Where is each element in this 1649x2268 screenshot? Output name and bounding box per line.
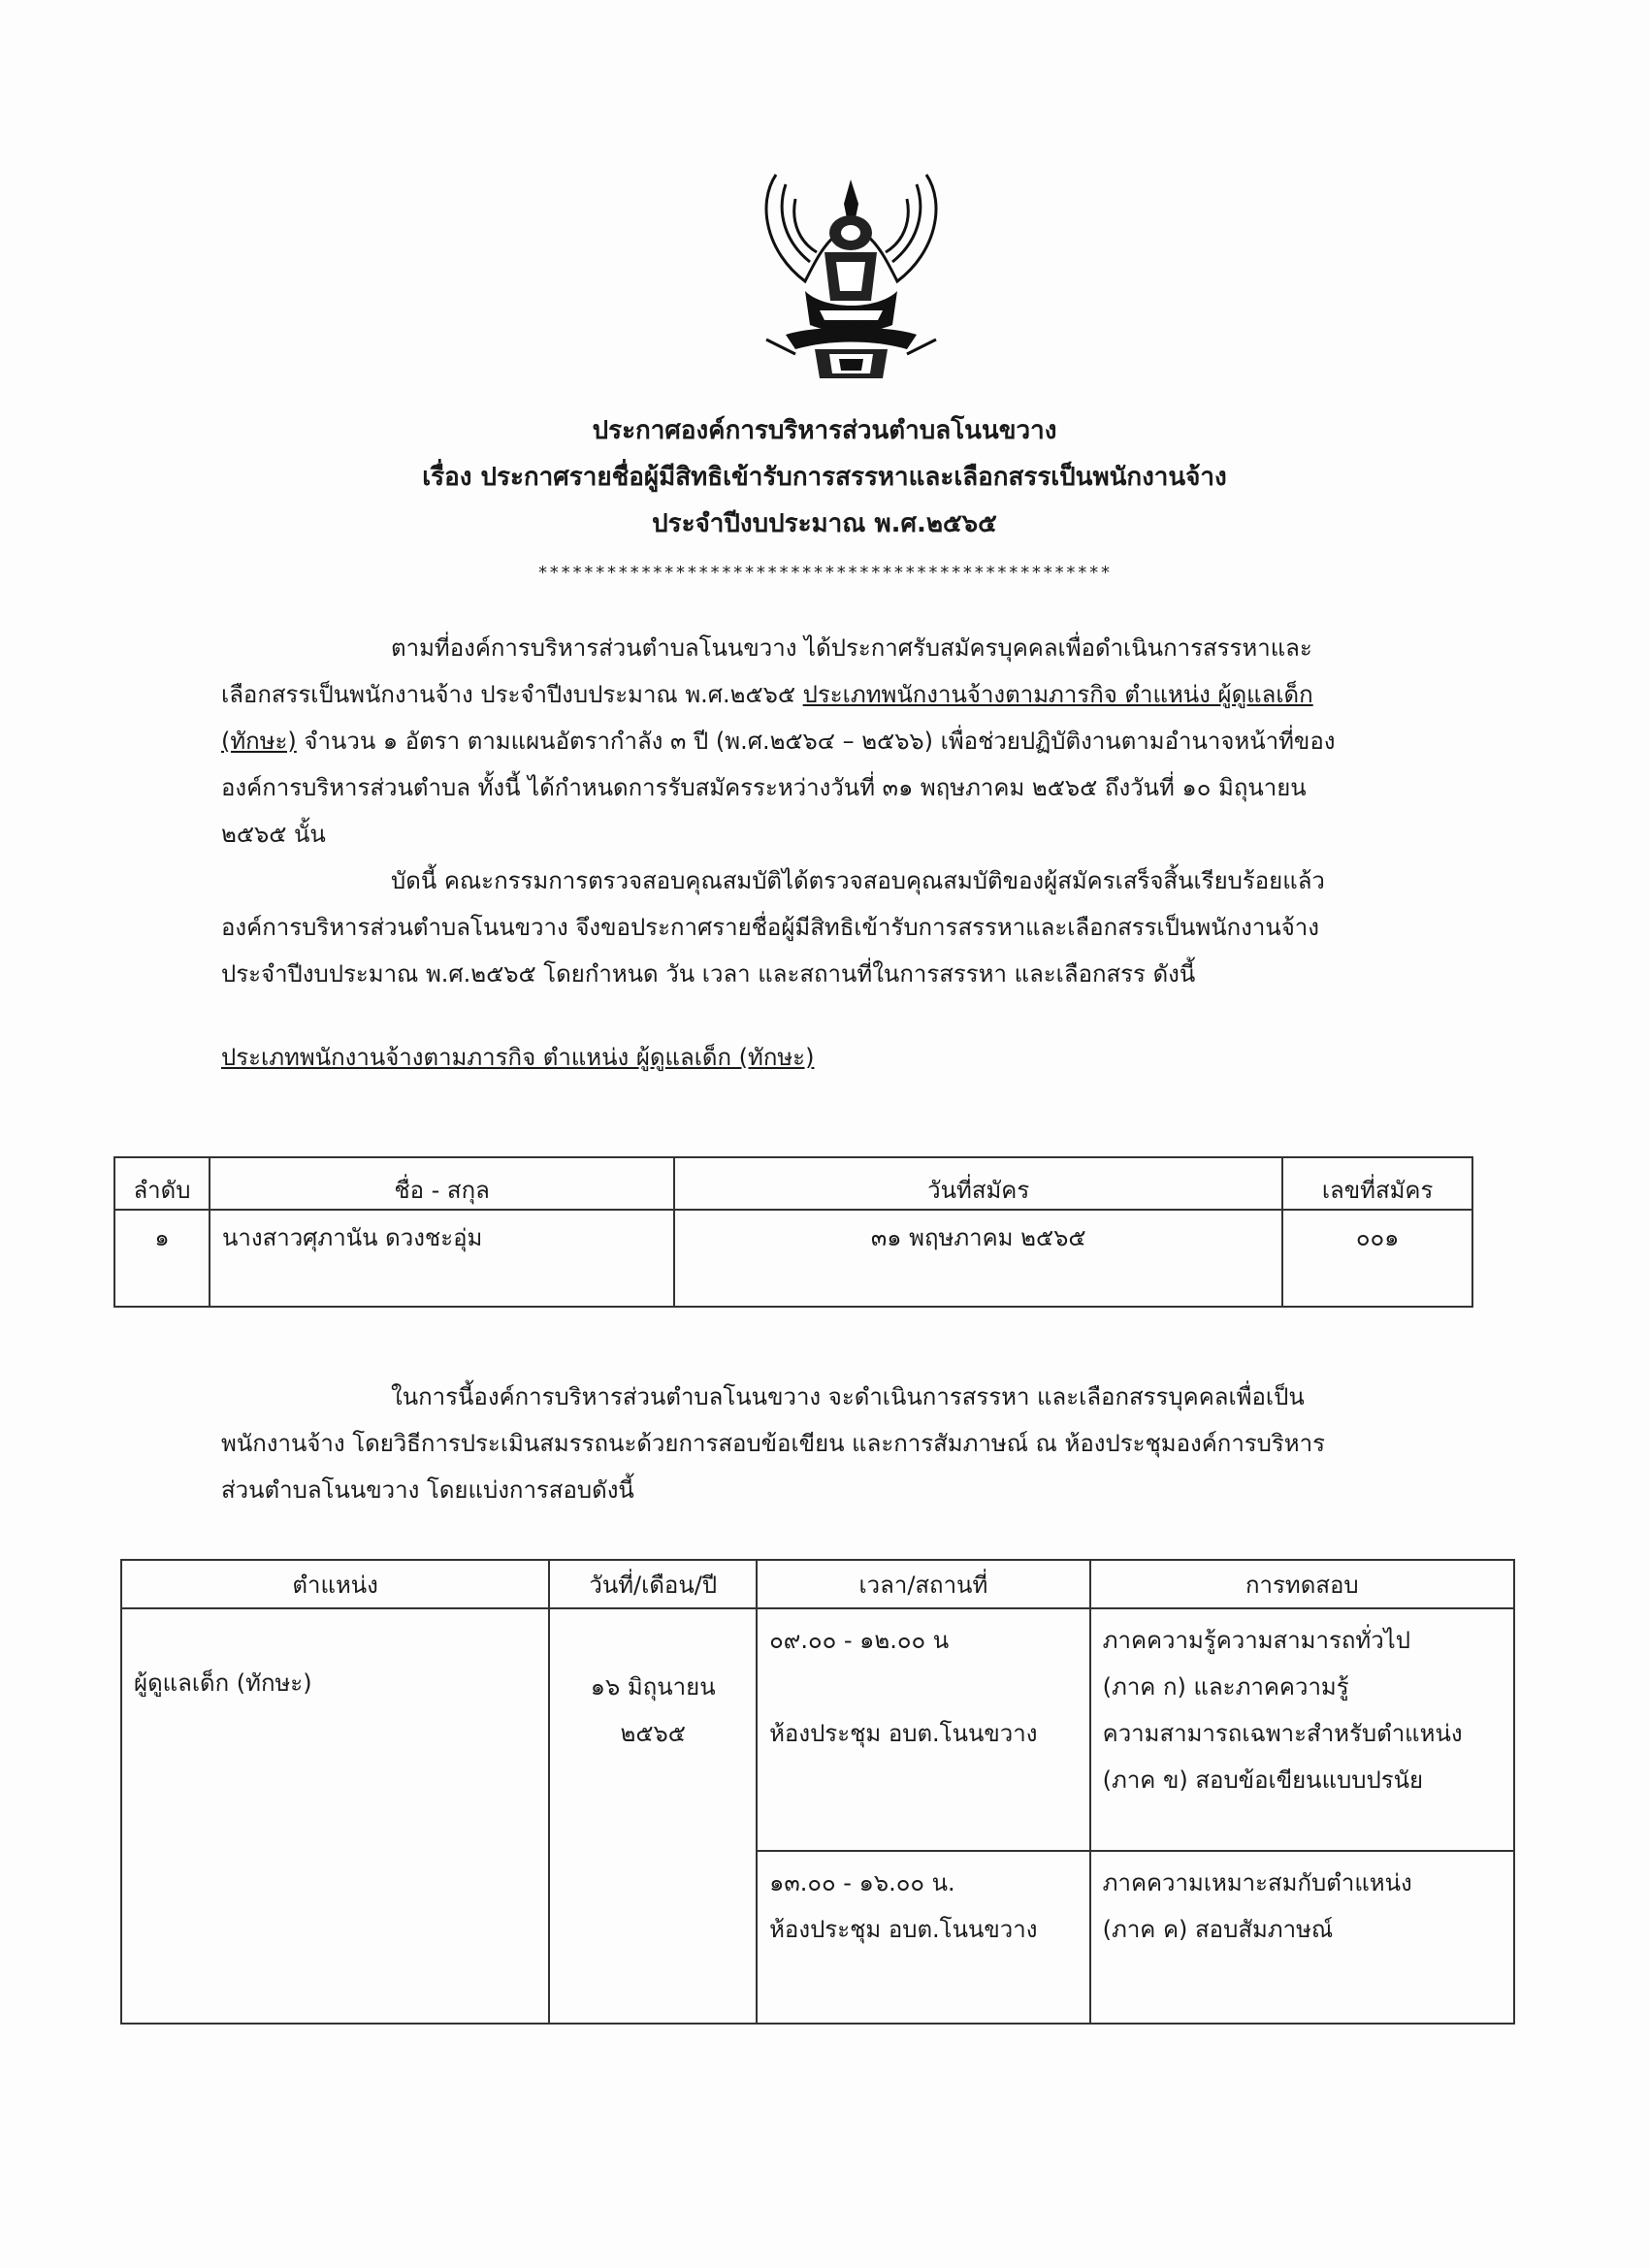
session2-test-line2: (ภาค ค) สอบสัมภาษณ์: [1102, 1916, 1334, 1943]
paragraph-announcement-line2: องค์การบริหารส่วนตำบลโนนขวาง จึงขอประกาศรายชื่อผู้มีสิทธิเข้ารับการสรรหาและเลือกสรรเป็นพนักงานจ้าง: [221, 914, 1319, 941]
applicants-table: [113, 1156, 1473, 1308]
section-heading: ประเภทพนักงานจ้างตามภารกิจ ตำแหน่ง ผู้ดูแลเด็ก (ทักษะ): [221, 1044, 815, 1071]
cell-session1-time-place: [757, 1608, 1090, 1851]
paragraph-announcement-line1: บัดนี้ คณะกรรมการตรวจสอบคุณสมบัติได้ตรวจสอบคุณสมบัติของผู้สมัครเสร็จสิ้นเรียบร้อยแล้ว: [391, 867, 1325, 894]
header-test: การทดสอบ: [1090, 1560, 1514, 1608]
session2-place: ห้องประชุม อบต.โนนขวาง: [769, 1916, 1038, 1943]
session2-test-line1: ภาคความเหมาะสมกับตำแหน่ง: [1102, 1869, 1412, 1896]
session1-test-line4: (ภาค ข) สอบข้อเขียนแบบปรนัย: [1102, 1766, 1424, 1794]
paragraph-intro-line4: องค์การบริหารส่วนตำบล ทั้งนี้ ได้กำหนดการรับสมัครระหว่างวันที่ ๓๑ พฤษภาคม ๒๕๖๕ ถึงวันที่ ๑๐ มิถุนายน: [221, 774, 1307, 801]
cell-exam-date: [549, 1608, 757, 2024]
session1-test-line3: ความสามารถเฉพาะสำหรับตำแหน่ง: [1102, 1720, 1463, 1747]
session1-test-line2: (ภาค ก) และภาคความรู้: [1102, 1673, 1349, 1701]
paragraph-exam-line2: พนักงานจ้าง โดยวิธีการประเมินสมรรถนะด้วยการสอบข้อเขียน และการสัมภาษณ์ ณ ห้องประชุมองค์การบริหาร: [221, 1430, 1325, 1457]
cell-session2-time-place: [757, 1851, 1090, 2024]
announcement-fiscal-year: ประจำปีงบประมาณ พ.ศ.๒๕๖๕: [652, 509, 997, 538]
exam-schedule-table: [120, 1559, 1515, 2025]
cell-position: ผู้ดูแลเด็ก (ทักษะ): [121, 1608, 549, 2024]
paragraph-intro: [221, 625, 1492, 858]
table-header-row: [114, 1157, 1472, 1210]
position-type-underlined: ประเภทพนักงานจ้างตามภารกิจ ตำแหน่ง ผู้ดูแลเด็ก: [802, 681, 1313, 708]
cell-session1-test: [1090, 1608, 1514, 1851]
paragraph-intro-line3b: จำนวน ๑ อัตรา ตามแผนอัตรากำลัง ๓ ปี (พ.ศ.๒๕๖๔ – ๒๕๖๖) เพื่อช่วยปฏิบัติงานตามอำนาจหน้าที่ของ: [296, 728, 1336, 755]
cell-order: ๑: [114, 1210, 210, 1307]
header-order: ลำดับ: [114, 1157, 210, 1210]
paragraph-announcement-line3: ประจำปีงบประมาณ พ.ศ.๒๕๖๕ โดยกำหนด วัน เวลา และสถานที่ในการสรรหา และเลือกสรร ดังนี้: [221, 960, 1196, 988]
session1-time: ๐๙.๐๐ - ๑๒.๐๐ น: [769, 1627, 950, 1654]
header-time-place: เวลา/สถานที่: [757, 1560, 1090, 1608]
exam-header-row: [121, 1560, 1514, 1608]
cell-apply-date: ๓๑ พฤษภาคม ๒๕๖๕: [674, 1210, 1282, 1307]
paragraph-exam-method: [221, 1374, 1492, 1513]
garuda-emblem-icon: [747, 165, 955, 383]
cell-name: นางสาวศุภานัน ดวงชะอุ่ม: [210, 1210, 674, 1307]
position-skill-underlined: (ทักษะ): [221, 728, 297, 755]
header-date: วันที่/เดือน/ปี: [549, 1560, 757, 1608]
announcement-subject: เรื่อง ประกาศรายชื่อผู้มีสิทธิเข้ารับการสรรหาและเลือกสรรเป็นพนักงานจ้าง: [422, 463, 1227, 492]
session2-time: ๑๓.๐๐ - ๑๖.๐๐ น.: [769, 1869, 955, 1896]
header-position: ตำแหน่ง: [121, 1560, 549, 1608]
announcement-title: ประกาศองค์การบริหารส่วนตำบลโนนขวาง: [592, 416, 1057, 445]
cell-apply-number: ๐๐๑: [1282, 1210, 1472, 1307]
session1-place: ห้องประชุม อบต.โนนขวาง: [769, 1720, 1038, 1747]
exam-date-line2: ๒๕๖๕: [620, 1720, 686, 1747]
paragraph-intro-line5: ๒๕๖๕ นั้น: [221, 821, 326, 848]
header-apply-date: วันที่สมัคร: [674, 1157, 1282, 1210]
paragraph-intro-line1: ตามที่องค์การบริหารส่วนตำบลโนนขวาง ได้ประกาศรับสมัครบุคคลเพื่อดำเนินการสรรหาและ: [391, 634, 1312, 662]
paragraph-exam-line3: ส่วนตำบลโนนขวาง โดยแบ่งการสอบดังนี้: [221, 1476, 634, 1504]
header-apply-number: เลขที่สมัคร: [1282, 1157, 1472, 1210]
session1-test-line1: ภาคความรู้ความสามารถทั่วไป: [1102, 1627, 1410, 1654]
cell-session2-test: [1090, 1851, 1514, 2024]
paragraph-intro-line2a: เลือกสรรเป็นพนักงานจ้าง ประจำปีงบประมาณ พ.ศ.๒๕๖๕: [221, 681, 803, 708]
separator-line: **************************************************: [537, 563, 1112, 583]
paragraph-exam-line1: ในการนี้องค์การบริหารส่วนตำบลโนนขวาง จะดำเนินการสรรหา และเลือกสรรบุคคลเพื่อเป็น: [391, 1383, 1305, 1410]
exam-session-row-1: [121, 1608, 1514, 1851]
exam-date-line1: ๑๖ มิถุนายน: [590, 1673, 716, 1701]
header-name: ชื่อ - สกุล: [210, 1157, 674, 1210]
table-row: [114, 1210, 1472, 1307]
paragraph-announcement: [221, 858, 1492, 997]
